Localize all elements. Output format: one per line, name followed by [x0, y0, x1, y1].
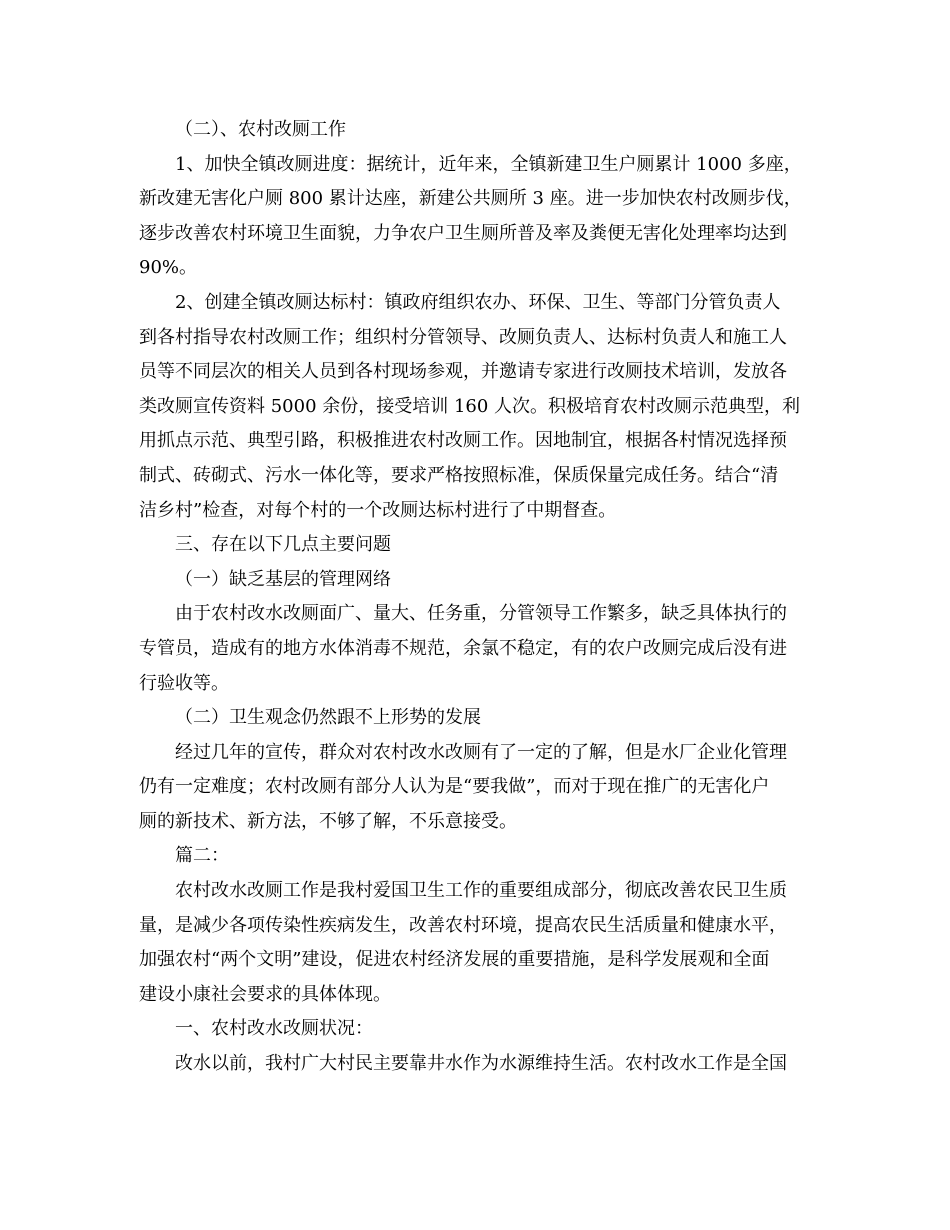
- text-line: 专管员，造成有的地方水体消毒不规范，余氯不稳定，有的农户改厕完成后没有进: [139, 637, 787, 659]
- text-line: 篇二：: [175, 845, 229, 867]
- document-body: [139, 113, 815, 1082]
- text-line: 类改厕宣传资料 5000 余份，接受培训 160 人次。积极培育农村改厕示范典型，利: [139, 395, 801, 417]
- text-line: 一、农村改水改厕状况：: [175, 1018, 373, 1040]
- text-line: 员等不同层次的相关人员到各村现场参观，并邀请专家进行改厕技术培训，发放各: [139, 361, 787, 383]
- text-line: 1、加快全镇改厕进度：据统计，近年来，全镇新建卫生户厕累计 1000 多座，: [175, 153, 802, 175]
- text-line: 农村改水改厕工作是我村爱国卫生工作的重要组成部分，彻底改善农民卫生质: [175, 880, 787, 902]
- text-line: 行验收等。: [139, 672, 229, 694]
- text-line: 用抓点示范、典型引路，积极推进农村改厕工作。因地制宜，根据各村情况选择预: [139, 430, 787, 452]
- text-line: 厕的新技术、新方法，不够了解，不乐意接受。: [139, 810, 517, 832]
- text-line: 逐步改善农村环境卫生面貌，力争农户卫生厕所普及率及粪便无害化处理率均达到: [139, 222, 787, 244]
- text-line: 90%。: [139, 257, 198, 279]
- text-line: 仍有一定难度；农村改厕有部分人认为是“要我做”，而对于现在推广的无害化户: [139, 776, 770, 798]
- text-line: 改水以前，我村广大村民主要靠井水作为水源维持生活。农村改水工作是全国: [175, 1053, 787, 1075]
- text-line: 制式、砖砌式、污水一体化等，要求严格按照标准，保质保量完成任务。结合“清: [139, 464, 779, 486]
- text-line: 到各村指导农村改厕工作；组织村分管领导、改厕负责人、达标村负责人和施工人: [139, 326, 787, 348]
- text-line: 由于农村改水改厕面广、量大、任务重，分管领导工作繁多，缺乏具体执行的: [175, 603, 787, 625]
- text-line: 洁乡村”检查，对每个村的一个改厕达标村进行了中期督查。: [139, 499, 617, 521]
- text-line: 建设小康社会要求的具体体现。: [139, 983, 391, 1005]
- text-line: 新改建无害化户厕 800 累计达座，新建公共厕所 3 座。进一步加快农村改厕步伐，: [139, 188, 802, 210]
- text-line: （一）缺乏基层的管理网络: [175, 568, 391, 590]
- text-line: 2、创建全镇改厕达标村：镇政府组织农办、环保、卫生、等部门分管负责人: [175, 291, 781, 313]
- text-line: （二）卫生观念仍然跟不上形势的发展: [175, 707, 481, 729]
- text-line: 三、存在以下几点主要问题: [175, 534, 391, 556]
- text-line: 经过几年的宣传，群众对农村改水改厕有了一定的了解，但是水厂企业化管理: [175, 741, 787, 763]
- text-line: （二）、农村改厕工作: [175, 119, 346, 140]
- text-line: 加强农村“两个文明”建设，促进农村经济发展的重要措施，是科学发展观和全面: [139, 949, 770, 971]
- text-line: 量，是减少各项传染性疾病发生，改善农村环境，提高农民生活质量和健康水平，: [139, 914, 787, 936]
